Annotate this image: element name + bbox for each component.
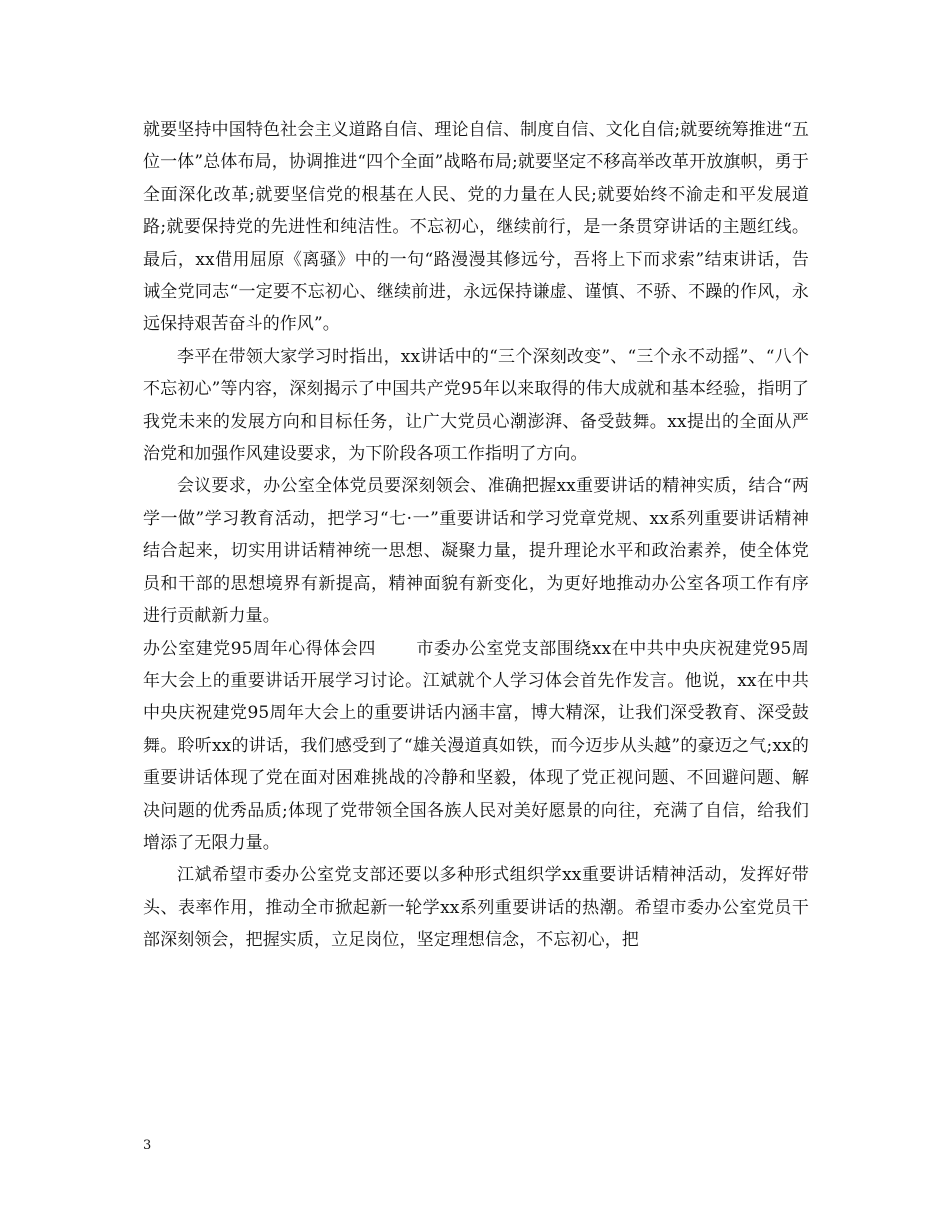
section-heading: 办公室建党95周年心得体会四 bbox=[143, 638, 376, 659]
section-paragraph-2: 江斌希望市委办公室党支部还要以多种形式组织学xx重要讲话精神活动，发挥好带头、表率作用，推动全市掀起新一轮学xx系列重要讲话的热潮。希望市委办公室党员干部深刻领会，把握实质，立足岗位，坚定理想信念，不忘初心，把 bbox=[143, 865, 809, 951]
paragraph-2: 李平在带领大家学习时指出，xx讲话中的“三个深刻改变”、“三个永不动摇”、“八个不忘初心”等内容，深刻揭示了中国共产党95年以来取得的伟大成就和基本经验，指明了我党未来的发展方向和目标任务，让广大党员心潮澎湃、备受鼓舞。xx提出的全面从严治党和加强作风建设要求，为下阶段各项工作指明了方向。 bbox=[143, 346, 809, 465]
paragraph-3: 会议要求，办公室全体党员要深刻领会、准确把握xx重要讲话的精神实质，结合“两学一做”学习教育活动，把学习“七·一”重要讲话和学习党章党规、xx系列重要讲话精神结合起来，切实用讲话精神统一思想、凝聚力量，提升理论水平和政治素养，使全体党员和干部的思想境界有新提高，精神面貌有新变化，为更好地推动办公室各项工作有序进行贡献新力量。 bbox=[143, 476, 809, 627]
section-paragraph-1-text: 市委办公室党支部围绕xx在中共中央庆祝建党95周年大会上的重要讲话开展学习讨论。江斌就个人学习体会首先作发言。他说，xx在中共中央庆祝建党95周年大会上的重要讲话内涵丰富，博大精深，让我们深受教育、深受鼓舞。聆听xx的讲话，我们感受到了“雄关漫道真如铁，而今迈步从头越”的豪迈之气;xx的重要讲话体现了党在面对困难挑战的冷静和坚毅，体现了党正视问题、不回避问题、解决问题的优秀品质;体现了党带领全国各族人民对美好愿景的向往，充满了自信，给我们增添了无限力量。 bbox=[143, 638, 809, 853]
page-number: 3 bbox=[143, 1138, 152, 1153]
section-paragraph-1 bbox=[143, 633, 809, 860]
paragraph-1: 就要坚持中国特色社会主义道路自信、理论自信、制度自信、文化自信;就要统筹推进“五位一体”总体布局，协调推进“四个全面”战略布局;就要坚定不移高举改革开放旗帜，勇于全面深化改革;就要坚信党的根基在人民、党的力量在人民;就要始终不渝走和平发展道路;就要保持党的先进性和纯洁性。不忘初心，继续前行，是一条贯穿讲话的主题红线。最后，xx借用屈原《离骚》中的一句“路漫漫其修远兮，吾将上下而求索”结束讲话，告诫全党同志“一定要不忘初心、继续前进，永远保持谦虚、谨慎、不骄、不躁的作风，永远保持艰苦奋斗的作风”。 bbox=[143, 120, 809, 335]
document-body bbox=[143, 114, 809, 957]
